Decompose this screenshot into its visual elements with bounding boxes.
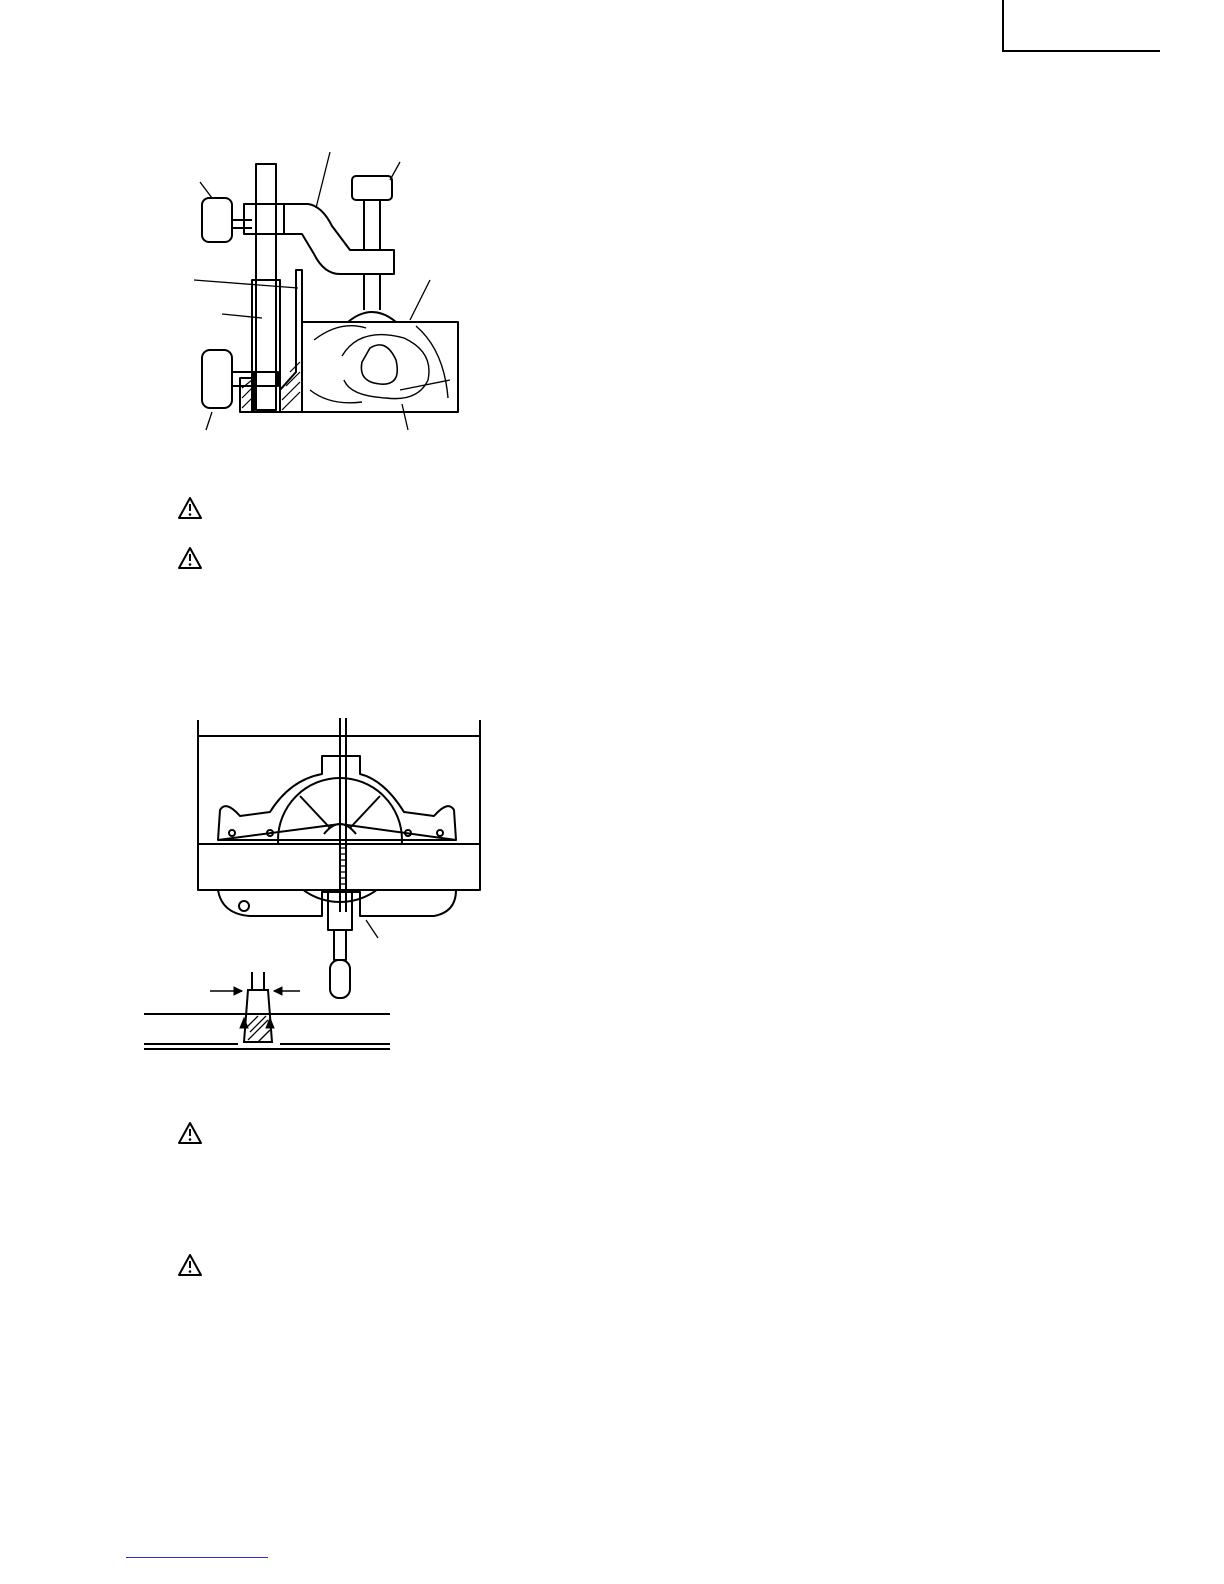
vise-screw-knob bbox=[352, 176, 392, 200]
leader-line bbox=[200, 182, 212, 198]
warning-triangle-icon bbox=[177, 1121, 203, 1145]
vise-lock-collar bbox=[254, 372, 278, 386]
page-corner-tab bbox=[1002, 0, 1160, 52]
vise-pad bbox=[348, 312, 396, 322]
footer-rule bbox=[126, 1557, 268, 1558]
vise-assembly-figure bbox=[190, 150, 470, 440]
warning-triangle-icon bbox=[177, 496, 203, 520]
miter-saw-table-figure bbox=[190, 716, 490, 1006]
leader-line bbox=[316, 152, 330, 208]
kerf-width-detail-figure bbox=[140, 970, 400, 1060]
vise-column-rod bbox=[256, 164, 276, 410]
leader-line bbox=[194, 280, 298, 288]
warning-triangle-icon bbox=[177, 546, 203, 570]
warning-triangle-icon bbox=[177, 1253, 203, 1277]
upper-knob bbox=[202, 198, 232, 242]
leader-line bbox=[402, 404, 408, 430]
lower-knob bbox=[202, 350, 232, 408]
leader-line bbox=[410, 280, 430, 320]
leader-line bbox=[206, 412, 212, 430]
vise-arm bbox=[244, 204, 394, 274]
turntable-body bbox=[218, 756, 456, 840]
